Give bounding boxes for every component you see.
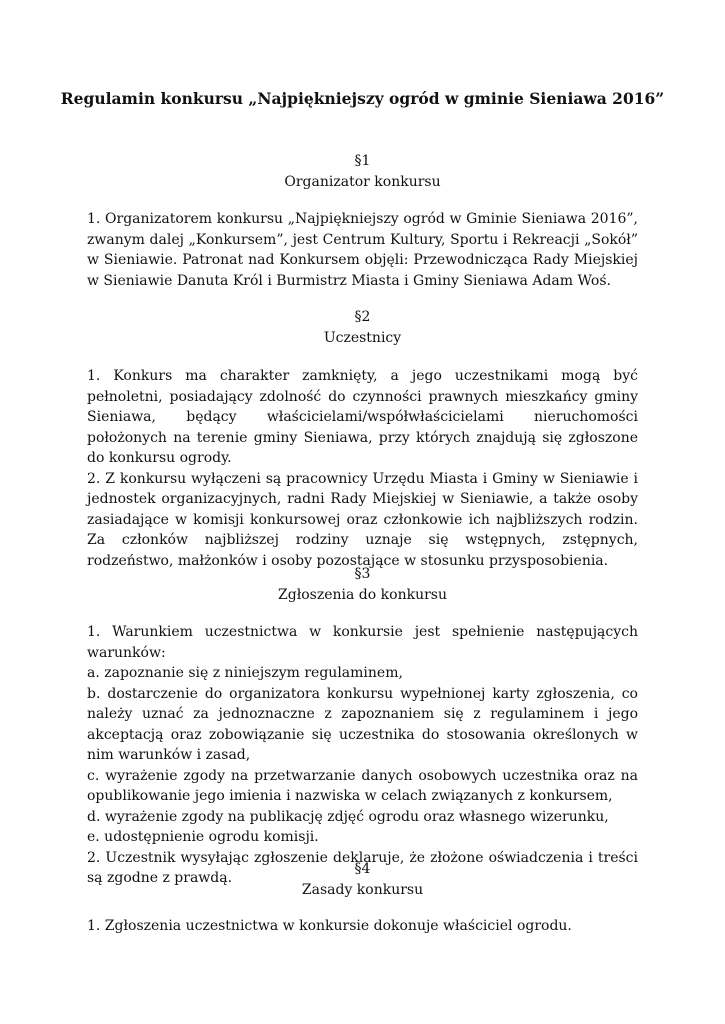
section-3-number: §3 (354, 566, 371, 582)
section-4-body (87, 916, 638, 937)
section-4-number: §4 (354, 861, 371, 877)
section-1-paragraph-1: 1. Organizatorem konkursu „Najpiękniejszy ogród w Gminie Sieniawa 2016”, zwanym dalej „Konkursem”, jest Centrum Kultury, Sportu i Rekreacji „Sokół” w Sieniawie. Patronat nad Konkursem objęli: Przewodnicząca Rady Miejskiej w Sieniawie Danuta Król i Burmistrz Miasta i Gminy Sieniawa Adam Woś. (87, 211, 638, 289)
section-4-heading: Zasady konkursu (301, 882, 424, 898)
section-3-item-d: d. wyrażenie zgody na publikację zdjęć ogrodu oraz własnego wizerunku, (87, 808, 609, 825)
section-3-item-a: a. zapoznanie się z niniejszym regulaminem, (87, 665, 403, 681)
section-4-paragraph-1: 1. Zgłoszenia uczestnictwa w konkursie dokonuje właściciel ogrodu. (87, 918, 572, 934)
section-2-body (87, 366, 638, 571)
section-1-heading: Organizator konkursu (284, 174, 441, 190)
section-2-number: §2 (354, 309, 371, 325)
section-3-body (87, 622, 638, 889)
section-3-heading: Zgłoszenia do konkursu (278, 587, 447, 603)
section-3-item-e: e. udostępnienie ogrodu komisji. (87, 829, 319, 845)
section-3-paragraph-1: 1. Warunkiem uczestnictwa w konkursie jest spełnienie następujących warunków: (87, 624, 638, 661)
section-3-item-b: b. dostarczenie do organizatora konkursu wypełnionej karty zgłoszenia, co należy uznać za jednoznaczne z zapoznaniem się z regulaminem i jego akceptacją oraz zobowiązanie się uczestnika do stosowania określonych w nim warunków i zasad, (87, 685, 638, 763)
section-3-item-c: c. wyrażenie zgody na przetwarzanie danych osobowych uczestnika oraz na opublikowanie jego imienia i nazwiska w celach związanych z konkursem, (87, 767, 638, 804)
section-1-body (87, 209, 638, 291)
section-2-paragraph-1: 1. Konkurs ma charakter zamknięty, a jego uczestnikami mogą być pełnoletni, posiadający zdolność do czynności prawnych mieszkańcy gminy Sieniawa, będący właścicielami/współwłaścicielami nieruchomości położonych na terenie gminy Sieniawa, przy których znajdują się zgłoszone do konkursu ogrody. (87, 368, 638, 466)
document-title: Regulamin konkursu „Najpiękniejszy ogród w gminie Sieniawa 2016” (60, 89, 665, 108)
section-1-number: §1 (354, 153, 371, 169)
section-2-heading: Uczestnicy (323, 330, 402, 346)
section-2-paragraph-2: 2. Z konkursu wyłączeni są pracownicy Urzędu Miasta i Gminy w Sieniawie i jednostek organizacyjnych, radni Rady Miejskiej w Sieniawie, a także osoby zasiadające w komisji konkursowej oraz członkowie ich najbliższych rodzin. Za członków najbliższej rodziny uznaje się wstępnych, zstępnych, rodzeństwo, małżonków i osoby pozostające w stosunku przysposobienia. (87, 470, 638, 569)
section-3-paragraph-2: 2. Uczestnik wysyłając zgłoszenie deklaruje, że złożone oświadczenia i treści są zgodne z prawdą. (87, 849, 638, 886)
